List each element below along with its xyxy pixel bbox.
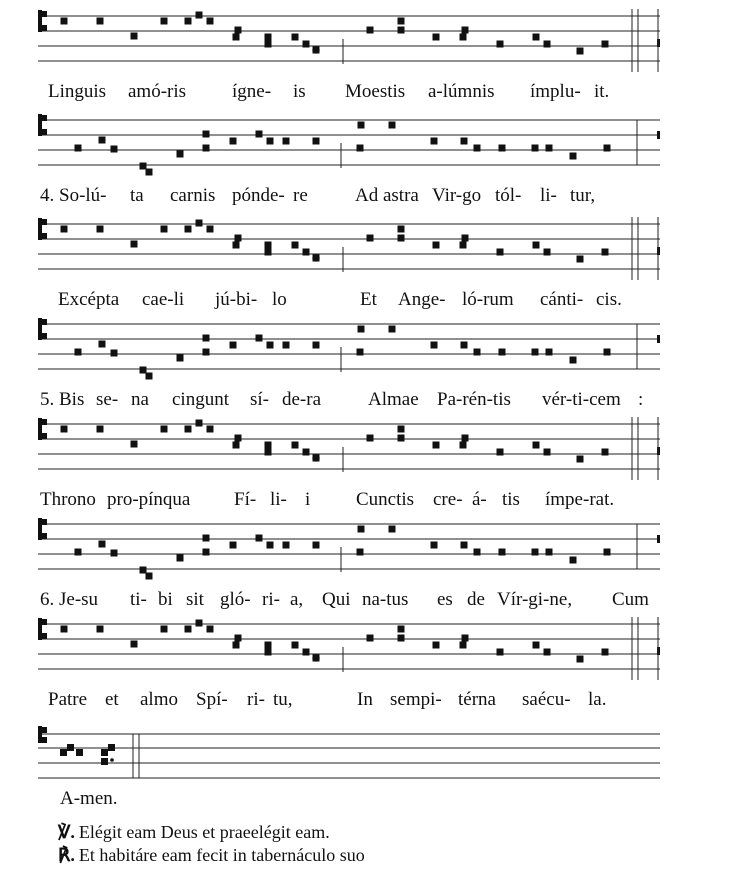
versicle-symbol: ℣. (58, 822, 75, 842)
lyric-syllable: de-ra (282, 389, 322, 410)
lyric-syllable: na (131, 389, 149, 410)
lyric-syllable: a, (290, 589, 304, 610)
lyric-syllable: Linguis (48, 81, 107, 102)
lyric-syllable: cánti- (540, 289, 584, 310)
lyric-syllable: li- (270, 489, 287, 510)
lyric-syllable: ímplu- (530, 81, 581, 102)
lyric-syllable: ti- (130, 589, 147, 610)
lyric-syllable: sit (186, 589, 204, 610)
lyric-syllable: : (638, 389, 644, 410)
lyric-syllable: almo (140, 689, 178, 710)
lyric-syllable: sí- (250, 389, 269, 410)
lyric-syllable: es (437, 589, 453, 610)
lyric-syllable: a-lúmnis (428, 81, 495, 102)
lyric-syllable: Vir-go (432, 185, 482, 206)
lyric-syllable: se- (96, 389, 119, 410)
lyric-syllable: sempi- (390, 689, 442, 710)
lyric-syllable: tu, (273, 689, 293, 710)
lyric-syllable: ri- (262, 589, 280, 610)
lyric-syllable: cae-li (142, 289, 185, 310)
lyric-syllable: Et (360, 289, 377, 310)
response-symbol: ℟. (58, 845, 75, 865)
lyric-syllable: na-tus (362, 589, 409, 610)
lyric-syllable: li- (540, 185, 557, 206)
lyric-syllable: i (305, 489, 311, 510)
lyric-syllable: pro-pínqua (107, 489, 191, 510)
lyric-syllable: Patre (48, 689, 88, 710)
lyric-syllable: cis. (596, 289, 622, 310)
lyric-syllable: Moestis (345, 81, 406, 102)
lyric-syllable: lo (272, 289, 287, 310)
lyric-syllable: gló- (220, 589, 251, 610)
versicle-line (58, 822, 330, 843)
lyric-syllable: pónde- (232, 185, 285, 206)
lyric-syllable: carnis (170, 185, 216, 206)
lyric-syllable: ló-rum (462, 289, 514, 310)
versicle-text: Elégit eam Deus et praeelégit eam. (78, 822, 330, 842)
lyric-syllable: 6. Je-su (40, 589, 99, 610)
lyric-syllable: tur, (570, 185, 596, 206)
lyric-syllable: Ad astra (355, 185, 419, 206)
lyric-syllable: Cunctis (356, 489, 415, 510)
lyric-syllable: In (357, 689, 373, 710)
amen-lyric: A-men. (60, 788, 118, 809)
lyric-syllable: re (293, 185, 308, 206)
lyric-syllable: Cum (612, 589, 649, 610)
lyric-syllable: ri- (247, 689, 265, 710)
lyric-syllable: de (467, 589, 485, 610)
lyric-syllable: á- (472, 489, 487, 510)
lyric-syllable: it. (594, 81, 610, 102)
lyric-syllable: Spí- (196, 689, 228, 710)
lyric-syllable: amó-ris (128, 81, 187, 102)
lyric-syllable: cingunt (172, 389, 229, 410)
lyric-syllable: Excépta (58, 289, 120, 310)
lyric-syllable: et (105, 689, 119, 710)
lyric-syllable: 5. Bis (40, 389, 85, 410)
lyric-syllable: jú-bi- (215, 289, 258, 310)
lyric-syllable: Throno (40, 489, 96, 510)
lyric-syllable: saécu- (522, 689, 571, 710)
lyric-syllable: la. (588, 689, 607, 710)
lyric-syllable: Almae (368, 389, 419, 410)
response-text: Et habitáre eam fecit in tabernáculo suo (78, 845, 365, 865)
lyric-syllable: Ange- (398, 289, 446, 310)
lyric-syllable: térna (458, 689, 496, 710)
lyric-syllable: ígne- (232, 81, 272, 102)
lyric-syllable: Qui (322, 589, 351, 610)
lyric-syllable: tis (502, 489, 520, 510)
lyric-syllable: ta (130, 185, 144, 206)
lyric-syllable: bi (158, 589, 173, 610)
lyric-syllable: Fí- (234, 489, 257, 510)
lyric-syllable: 4. So-lú- (40, 185, 107, 206)
lyric-syllable: tól- (495, 185, 522, 206)
lyric-syllable: ímpe-rat. (545, 489, 615, 510)
lyric-syllable: cre- (433, 489, 463, 510)
lyric-syllable: vér-ti-cem (542, 389, 621, 410)
response-line (58, 845, 365, 866)
lyric-syllable: Vír-gi-ne, (497, 589, 573, 610)
lyric-syllable: Pa-rén-tis (437, 389, 511, 410)
lyric-syllable: is (293, 81, 306, 102)
